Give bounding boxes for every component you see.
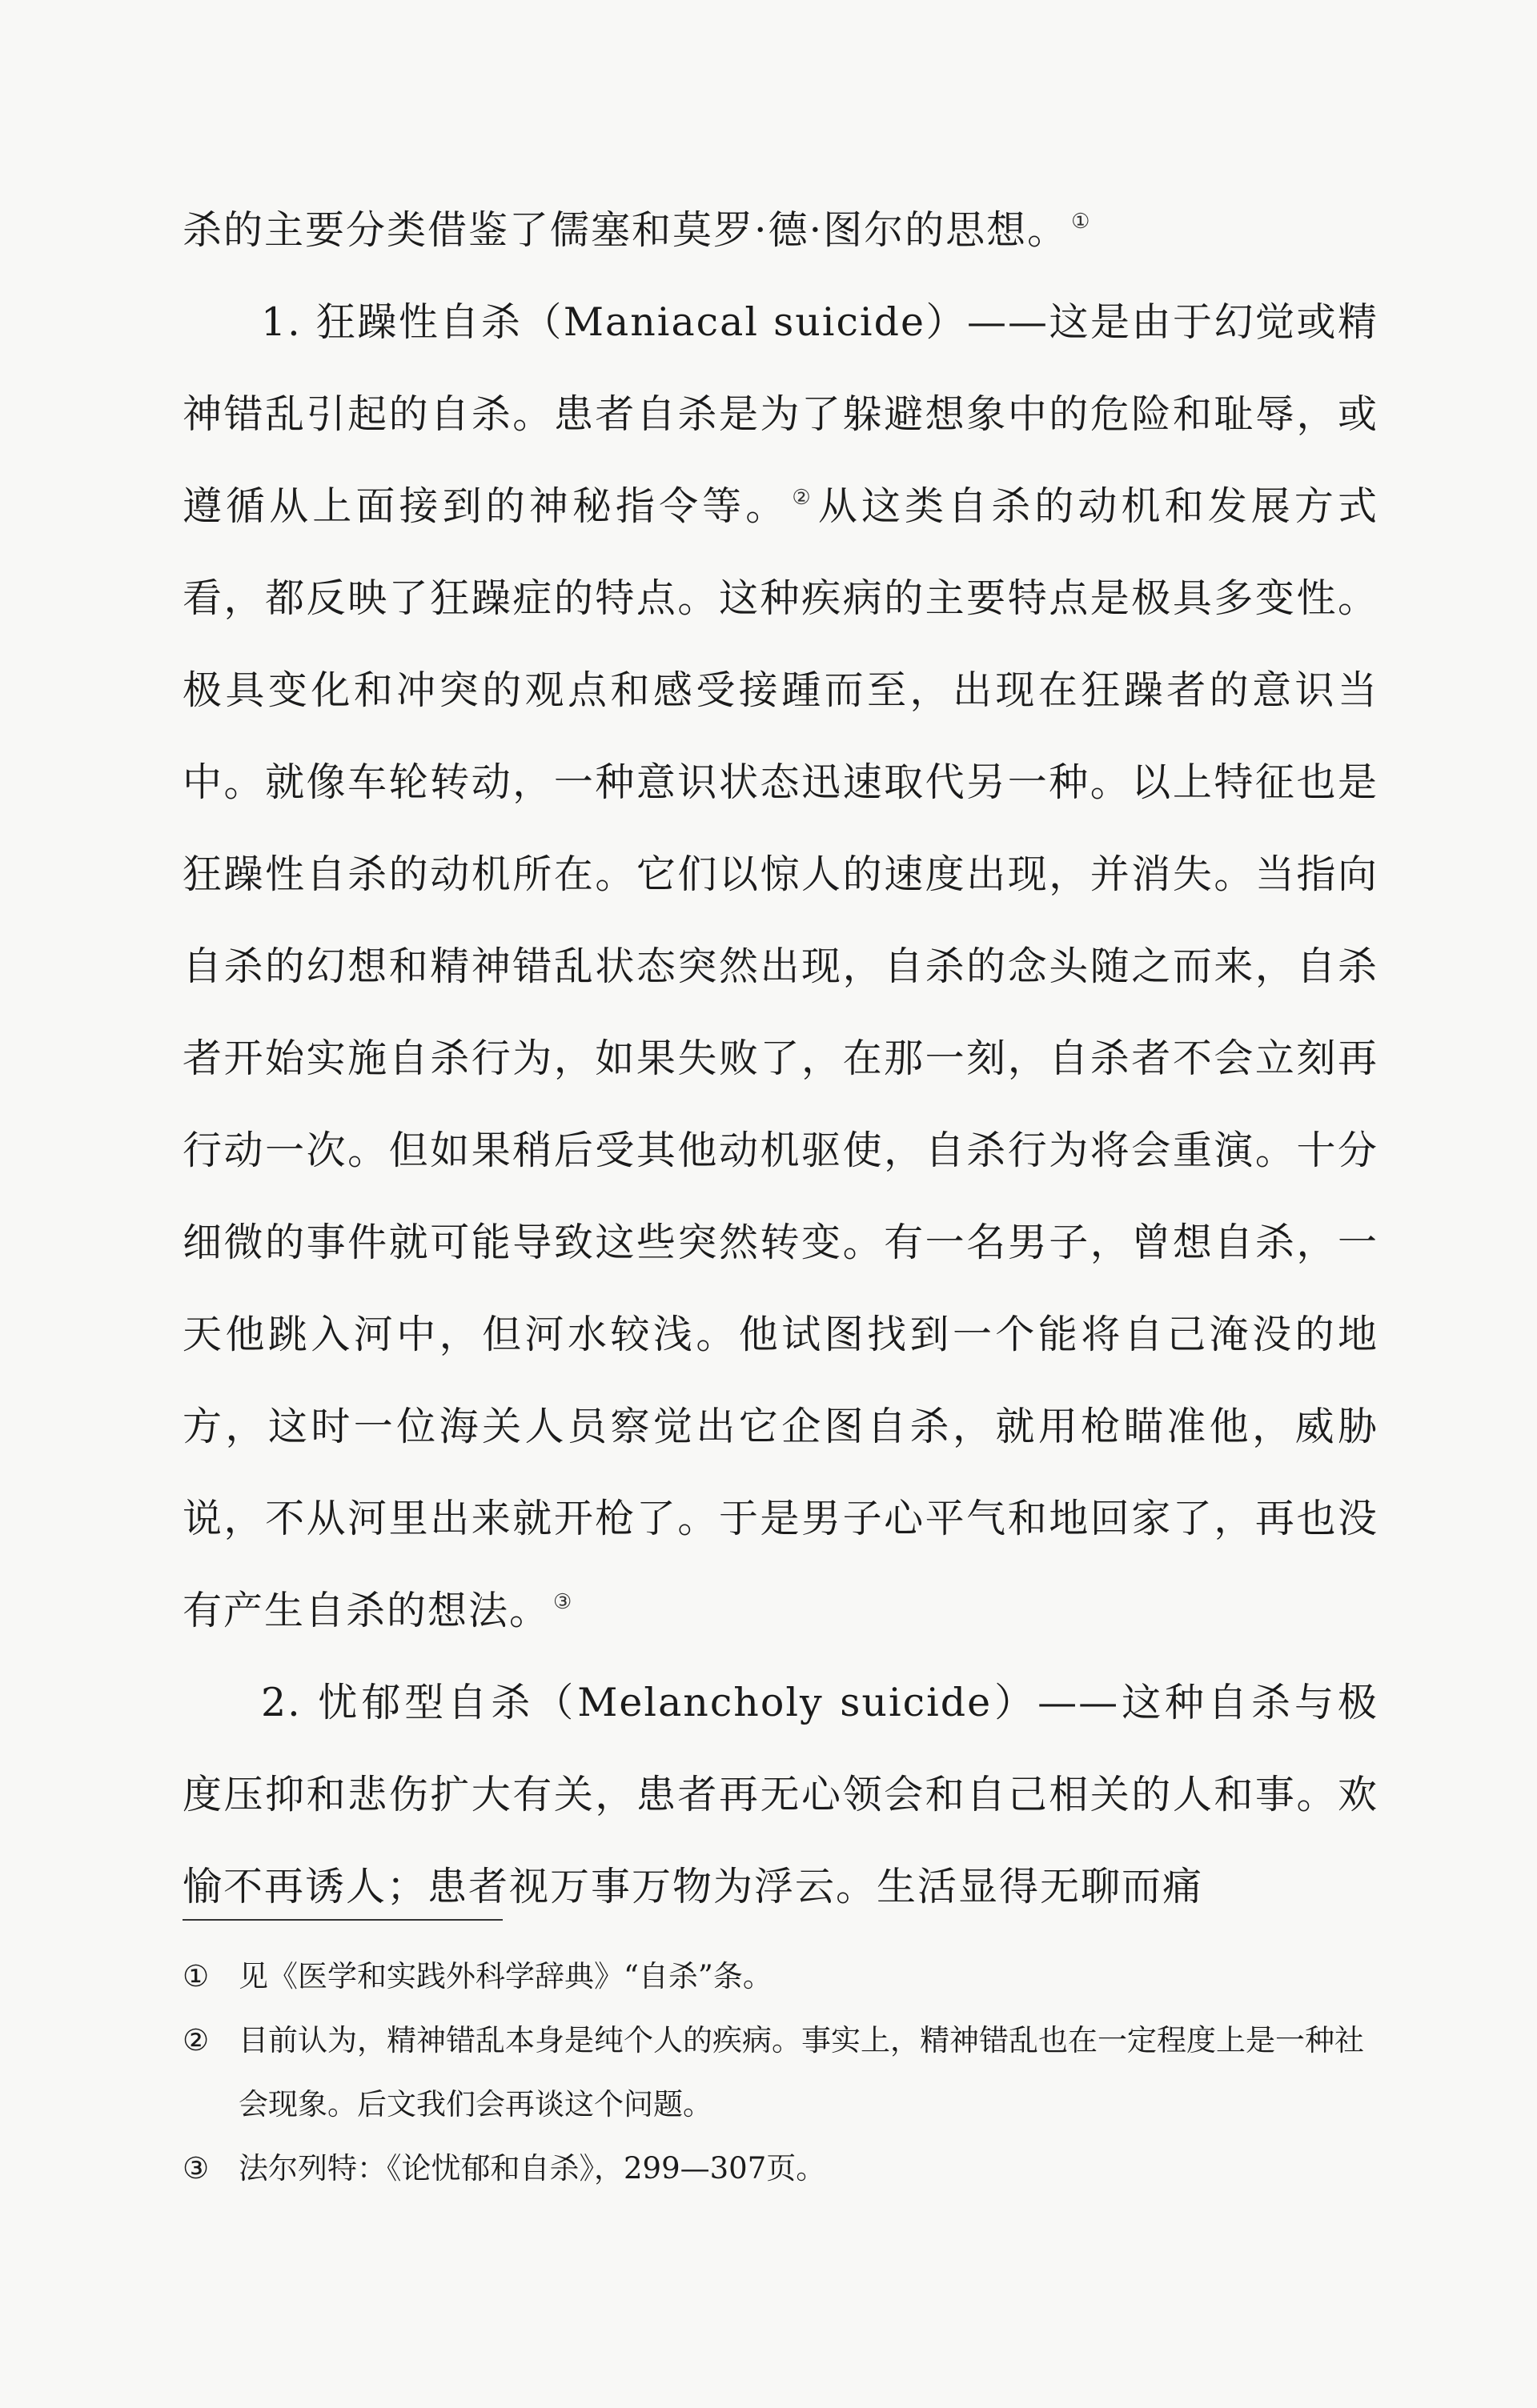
main-text	[183, 184, 1378, 1933]
footnote-ref: ③	[553, 1589, 574, 1614]
footnote-text: 见《医学和实践外科学辞典》“自杀”条。	[239, 1959, 773, 1993]
footnote-ref: ①	[1071, 209, 1092, 234]
paragraph-text: 2. 忧郁型自杀（Melancholy suicide）——这种自杀与极度压抑和悲伤扩大有关，患者再无心领会和自己相关的人和事。欢愉不再诱人；患者视万事万物为浮云。生活显得无聊而痛	[183, 1680, 1378, 1909]
paragraph-text: 从这类自杀的动机和发展方式看，都反映了狂躁症的特点。这种疾病的主要特点是极具多变性。极具变化和冲突的观点和感受接踵而至，出现在狂躁者的意识当中。就像车轮转动，一种意识状态迅速取代另一种。以上特征也是狂躁性自杀的动机所在。它们以惊人的速度出现，并消失。当指向自杀的幻想和精神错乱状态突然出现，自杀的念头随之而来，自杀者开始实施自杀行为，如果失败了，在那一刻，自杀者不会立刻再行动一次。但如果稍后受其他动机驱使，自杀行为将会重演。十分细微的事件就可能导致这些突然转变。有一名男子，曾想自杀，一天他跳入河中，但河水较浅。他试图找到一个能将自己淹没的地方，这时一位海关人员察觉出它企图自杀，就用枪瞄准他，威胁说，不从河里出来就开枪了。于是男子心平气和地回家了，再也没有产生自杀的想法。	[183, 483, 1378, 1633]
footnote-marker: ③	[183, 2151, 210, 2186]
footnote-marker: ①	[183, 1959, 210, 1993]
paragraph-continuation	[183, 184, 1378, 276]
paragraph-melancholy-suicide	[183, 1657, 1378, 1933]
footnote-marker: ②	[183, 2023, 210, 2057]
footnote-item	[183, 2009, 1383, 2137]
paragraph-maniacal-suicide	[183, 276, 1378, 1657]
footnote-item	[183, 2137, 1383, 2201]
footnotes	[183, 1945, 1383, 2201]
paragraph-text: 杀的主要分类借鉴了儒塞和莫罗·德·图尔的思想。	[183, 207, 1069, 253]
paragraph-text: 1. 狂躁性自杀（Maniacal suicide）——这是由于幻觉或精神错乱引起的自杀。患者自杀是为了躲避想象中的危险和耻辱，或遵循从上面接到的神秘指令等。	[183, 299, 1378, 529]
footnote-text: 目前认为，精神错乱本身是纯个人的疾病。事实上，精神错乱也在一定程度上是一种社会现象。后文我们会再谈这个问题。	[239, 2023, 1364, 2122]
footnote-divider	[183, 1919, 503, 1921]
footnote-ref: ②	[792, 485, 815, 510]
footnote-text: 法尔列特：《论忧郁和自杀》，299—307页。	[239, 2151, 826, 2186]
footnote-item	[183, 1945, 1383, 2009]
